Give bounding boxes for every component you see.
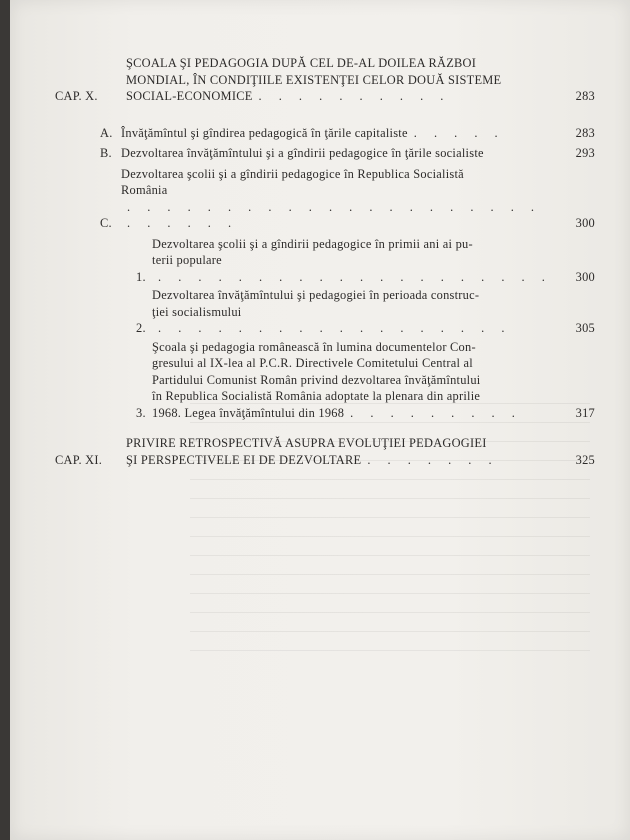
page-number: 317 bbox=[575, 405, 595, 420]
dot-leader: . . . . . bbox=[413, 125, 505, 140]
subsection-title-line: ţiei socialismului bbox=[152, 304, 242, 319]
chapter-title-line: ŞCOALA ŞI PEDAGOGIA DUPĂ CEL DE-AL DOILEA RĂZBOI bbox=[126, 56, 477, 70]
subsection-3-entry bbox=[136, 339, 595, 422]
chapter-label: CAP. XI. bbox=[55, 452, 103, 467]
subsection-title-line: în Republica Socialistă România adoptate la plenara din aprilie bbox=[152, 389, 481, 403]
dot-leader: . . . . . . . . . . . . . . . . . . . . . . . . . . . bbox=[127, 199, 542, 230]
page-number: 283 bbox=[575, 125, 595, 140]
section-title bbox=[121, 145, 559, 162]
dot-leader: . . . . . . . . . . . . . . . . . . bbox=[158, 321, 512, 335]
chapter-title-line: MONDIAL, ÎN CONDIŢIILE EXISTENŢEI CELOR DOUĂ SISTEME bbox=[126, 72, 502, 87]
page-number: 293 bbox=[575, 146, 595, 160]
section-c-entry bbox=[100, 166, 595, 232]
section-title-line: România bbox=[121, 183, 168, 197]
subsection-label: 2. bbox=[136, 321, 146, 335]
table-of-contents bbox=[55, 55, 595, 488]
chapter-label: CAP. X. bbox=[55, 89, 98, 103]
subsection-title-line: Şcoala şi pedagogia românească în lumina documentelor Con- bbox=[152, 339, 476, 354]
section-title-line: Învăţămîntul şi gîndirea pedagogică în ţările capitaliste bbox=[121, 125, 408, 140]
subsection-title-line: terii populare bbox=[152, 253, 222, 267]
book-page bbox=[10, 0, 630, 840]
subsection-title bbox=[152, 287, 559, 337]
subsection-title-line: Dezvoltarea şcolii şi a gîndirii pedagogice în primii ani ai pu- bbox=[152, 236, 473, 251]
dot-leader: . . . . . . . bbox=[367, 452, 499, 467]
subsection-title bbox=[152, 236, 559, 286]
chapter-title-line: SOCIAL-ECONOMICE bbox=[126, 89, 253, 103]
section-title bbox=[121, 125, 559, 142]
section-label: A. bbox=[100, 125, 113, 140]
dot-leader: . . . . . . . . . bbox=[350, 405, 522, 420]
section-b-entry bbox=[100, 145, 595, 162]
section-title-line: Dezvoltarea şcolii şi a gîndirii pedagogice în Republica Socialistă bbox=[121, 166, 464, 181]
chapter-title-line: ŞI PERSPECTIVELE EI DE DEZVOLTARE bbox=[126, 452, 362, 467]
section-label: B. bbox=[100, 146, 112, 160]
subsection-title-line: Partidului Comunist Român privind dezvoltarea învăţămîntului bbox=[152, 372, 481, 387]
section-title-line: Dezvoltarea învăţămîntului şi a gîndirii pedagogice în ţările socialiste bbox=[121, 146, 484, 160]
subsection-2-entry bbox=[136, 287, 595, 337]
subsection-title-line: 1968. Legea învăţămîntului din 1968 bbox=[152, 405, 345, 420]
section-label: C. bbox=[100, 216, 112, 230]
section-a-entry bbox=[100, 125, 595, 142]
page-number: 300 bbox=[575, 216, 595, 230]
chapter-title bbox=[126, 435, 559, 468]
subsection-title bbox=[152, 339, 559, 422]
page-number: 283 bbox=[575, 89, 595, 103]
subsection-title-line: gresului al IX-lea al P.C.R. Directivele Comitetului Central al bbox=[152, 356, 473, 370]
chapter-title-line: PRIVIRE RETROSPECTIVĂ ASUPRA EVOLUŢIEI PEDAGOGIEI bbox=[126, 436, 487, 450]
chapter-x-entry bbox=[55, 55, 595, 105]
subsection-title-line: Dezvoltarea învăţămîntului şi pedagogiei în perioada construc- bbox=[152, 288, 480, 302]
dot-leader: . . . . . . . . . . bbox=[258, 89, 451, 103]
subsection-label: 3. bbox=[136, 405, 146, 420]
section-title bbox=[121, 166, 559, 232]
dot-leader: . . . . . . . . . . . . . . . . . . . . bbox=[158, 269, 552, 284]
page-number: 300 bbox=[575, 269, 595, 284]
subsection-label: 1. bbox=[136, 269, 146, 284]
page-number: 305 bbox=[575, 321, 595, 335]
page-number: 325 bbox=[575, 452, 595, 467]
spacer bbox=[55, 423, 595, 435]
chapter-xi-entry bbox=[55, 435, 595, 468]
chapter-title bbox=[126, 55, 559, 105]
subsection-1-entry bbox=[136, 236, 595, 286]
